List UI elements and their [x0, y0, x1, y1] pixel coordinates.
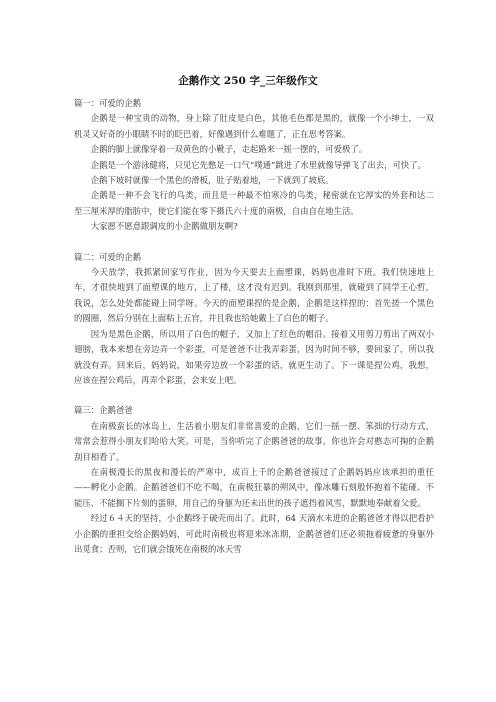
- paragraph: 企鹅下坡时就像一个黑色的滑板，肚子贴着地，一下就到了坡底。: [90, 175, 334, 186]
- section-title: 篇一：可爱的企鹅: [74, 98, 141, 108]
- section-title: 篇二：可爱的企鹅: [74, 251, 141, 262]
- section-spacer: [74, 235, 434, 250]
- paragraph: 大家愿不愿意跟调皮的小企鹅做朋友啊?: [90, 221, 238, 232]
- paragraph: 企鹅的脚上就像穿着一双黄色的小靴子，走起路来一摇一摆的，可爱极了。: [90, 144, 368, 155]
- paragraph: 在南极蛮长的冰岛上，生活着小朋友们非常喜爱的企鹅，它们一摇一摆、笨拙的行动方式，常常会惹得小朋友们哈哈大笑。可是，当你听完了企鹅爸爸的故事，你也许会对憨态可掬的企鹅刮目相看了。: [74, 420, 434, 462]
- paragraph: 企鹅是一个游泳健将，只见它先憋足一口气“噗通”跳进了水里就像导弹飞了出去，可快了。: [90, 159, 426, 170]
- section-title: 篇三：企鹅爸爸: [74, 405, 133, 416]
- paragraph: 今天放学，我抓紧回家写作业，因为今天要去上面塑课，妈妈也准时下班。我们快速地上车，才很快地到了面塑课的地方，上了楼，这才没有迟到。我刚到那里，就碰到了同学王心哲，我说，怎么处处都能碰上同学呀。今天的面塑课捏的是企鹅，企鹅是这样捏的：首先搓一个黑色的圆圈，然后分别在上面粘上五官，并且我也给她戴上了白色的帽子。: [74, 267, 434, 324]
- paragraph: 经过６４天的坚持，小企鹅终于破壳而出了。此时，64 天滴水未进的企鹅爸爸才得以把看护小企鹅的重担交给企鹅妈妈，可此时南极也将迎来冰冻期，企鹅爸爸们还必须拖着疲惫的身躯外出觅食；否则，它们就会饿死在南极的冰天雪: [74, 513, 434, 554]
- paragraph: 在南极漫长的黑夜和漫长的严寒中，成百上千的企鹅爸爸接过了企鹅妈妈应该承担的重任——孵化小企鹅。企鹅爸爸们不吃不喝，在南极狂暴的朔风中，像冰雕石刻般怀抱着不能碰、不能压、不能搁下片刻的蛋卵，用自己的身躯为还未出世的孩子遮挡着风雪，默默地奉献着父爱。: [74, 466, 434, 508]
- paragraph: 企鹅是一种不会飞行的鸟类，而且是一种最不怕寒冷的鸟类，秘密就在它厚实的外套和达二至三厘米厚的脂肪中，使它们能在零下摄氏六十度的南极，自由自在地生活。: [74, 190, 434, 216]
- document-title: 企鹅作文 250 字_三年级作文: [178, 75, 318, 87]
- section-spacer: [74, 388, 434, 403]
- document-body: [74, 96, 434, 557]
- paragraph: 因为是黑色企鹅，所以用了白色的帽子，又加上了红色的帽沿。接着又用剪刀剪出了两双小翅膀，我本来想在旁边弄一个彩蛋，可是爸爸不让我弄彩蛋，因为时间不够，要回家了，所以我就没有弄。回来后，妈妈说，如果旁边放一个彩蛋的话，就更生动了。下一课是捏公鸡，我想，应该在捏公鸡后，再弄个彩蛋，会来安上吧。: [74, 328, 434, 385]
- paragraph: 企鹅是一种宝贵的动物，身上除了肚皮是白色，其他毛色都是黑的，就像一个小绅士，一双机灵又好奇的小眼睛不时的眨巴着，好像遇到什么难题了，正在思考答案。: [74, 113, 434, 139]
